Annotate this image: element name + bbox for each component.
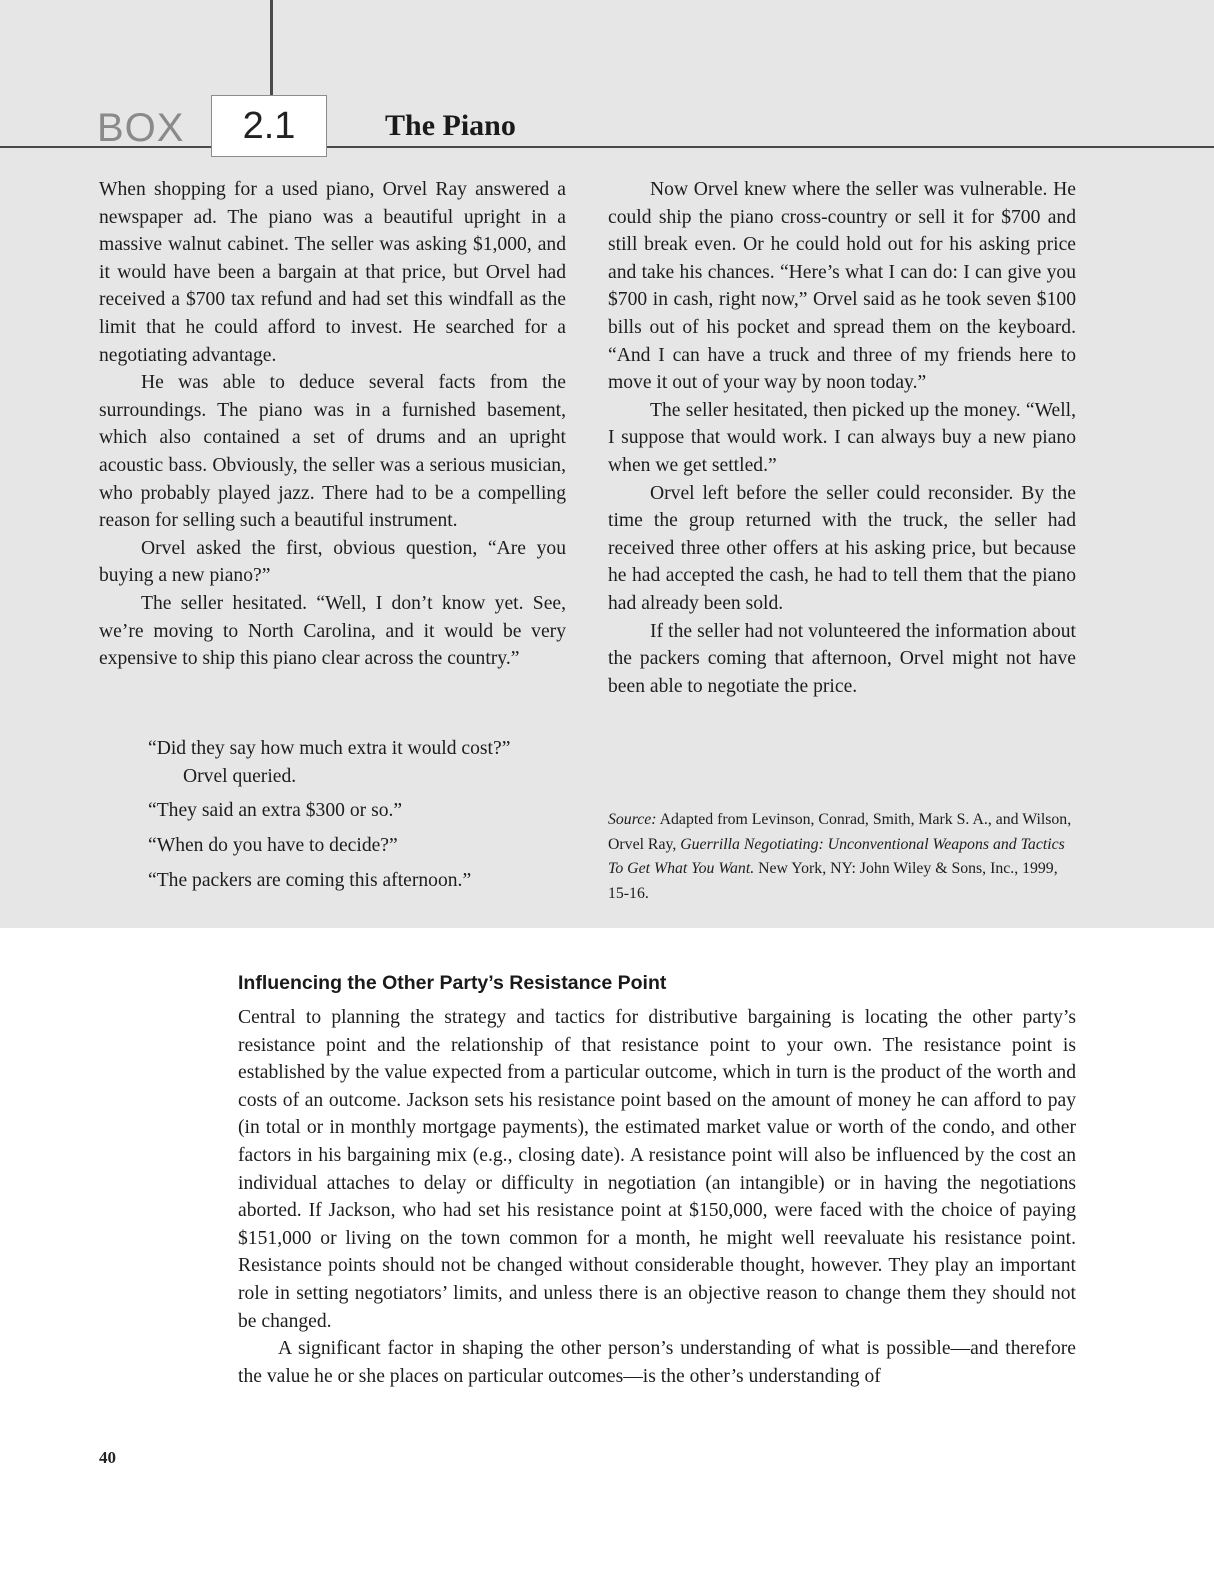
paragraph: A significant factor in shaping the other person’s understanding of what is possible—and therefore the value he or she places on particular outcomes—is the other’s understanding of [238,1338,1076,1387]
source-book-title: Guerrilla Negotiating: Unconventional Weapons and Tactics To Get What You Want. [608,835,1065,877]
dialogue-tag: Orvel queried. [183,765,297,787]
paragraph: Orvel asked the first, obvious question, “Are you buying a new piano?” [99,537,566,587]
source-text: Adapted from Levinson, Conrad, Smith, Mark S. A., and Wilson, Orvel Ray, [608,811,1072,853]
page-number: 40 [99,1448,116,1467]
dialogue-line [148,735,588,790]
source-text: New York, NY: John Wiley & Sons, Inc., 1999, 15-16. [608,860,1058,902]
paragraph: The seller hesitated, then picked up the money. “Well, I suppose that would work. I can always buy a new piano when we get settled.” [608,399,1076,476]
dialogue-question: “When do you have to decide?” [148,835,398,856]
section-heading: Influencing the Other Party’s Resistance Point [238,972,667,994]
dialogue-question: “Did they say how much extra it would cost?” [148,738,511,759]
paragraph: If the seller had not volunteered the information about the packers coming that afternoon, Orvel might not have been able to negotiate the price. [608,620,1076,697]
paragraph: Central to planning the strategy and tactics for distributive bargaining is locating the other party’s resistance point and the relationship of that resistance point to your own. The resistance point is established by the value expected from a particular outcome, which in turn is the product of the worth and costs of an outcome. Jackson sets his resistance point based on the amount of money he can afford to pay (in total or in monthly mortgage payments), the estimated market value or worth of the condo, and other factors in his bargaining mix (e.g., closing date). A resistance point will also be influenced by the cost an individual attaches to delay or difficulty in negotiation (an intangible) or in having the negotiations aborted. If Jackson, who had set his resistance point at $150,000, were faced with the choice of paying $151,000 or living on the town common for a month, he might well reevaluate his resistance point. Resistance points should not be changed without considerable thought, however. They play an important role in setting negotiators’ limits, and unless there is an objective reason to change them they should not be changed. [238,1007,1076,1332]
dialogue-answer: “The packers are coming this afternoon.” [148,870,472,891]
box-number: 2.1 [211,95,327,157]
box-vertical-rule [270,0,273,97]
paragraph: Orvel left before the seller could reconsider. By the time the group returned with the truck, the seller had received three other offers at his asking price, but because he had accepted the cash, he had to tell them that the piano had already been sold. [608,482,1076,614]
box-title: The Piano [385,109,516,142]
body-text [238,1004,1076,1390]
paragraph: Now Orvel knew where the seller was vulnerable. He could ship the piano cross-country or sell it for $700 and still break even. Or he could hold out for his asking price and take his chances. “Here’s what I can do: I can give you $700 in cash, right now,” Orvel said as he took seven $100 bills out of his pocket and spread them on the keyboard. “And I can have a truck and three of my friends here to move it out of your way by noon today.” [608,179,1076,394]
paragraph: The seller hesitated. “Well, I don’t know yet. See, we’re moving to North Carolina, and it would be very expensive to ship this piano clear across the country.” [99,592,566,670]
dialogue-answer: “They said an extra $300 or so.” [148,800,403,821]
box-right-column [608,176,1076,700]
source-citation [608,808,1078,906]
box-label: BOX [97,106,185,150]
paragraph: When shopping for a used piano, Orvel Ray answered a newspaper ad. The piano was a beautiful upright in a massive walnut cabinet. The seller was asking $1,000, and it would have been a bargain at that price, but Orvel had received a $700 tax refund and had set this windfall as the limit that he could afford to invest. He searched for a negotiating advantage. [99,179,566,366]
paragraph: He was able to deduce several facts from the surroundings. The piano was in a furnished basement, which also contained a set of drums and an upright acoustic bass. Obviously, the seller was a serious musician, who probably played jazz. There had to be a compelling reason for selling such a beautiful instrument. [99,372,566,532]
source-label: Source: [608,811,657,828]
box-left-column [99,176,566,673]
